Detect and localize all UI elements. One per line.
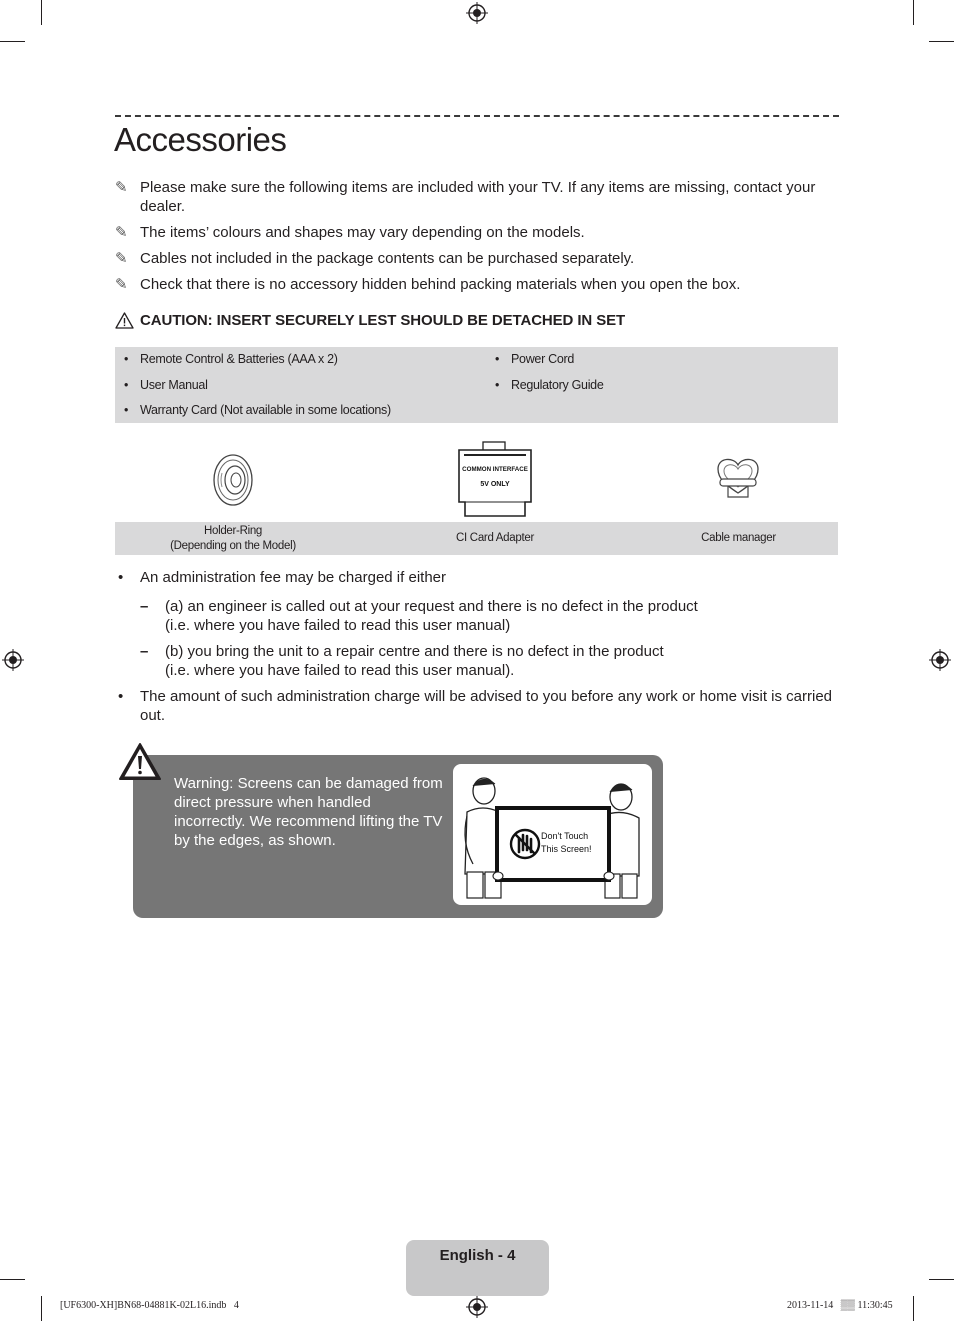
note-text: Please make sure the following items are included with your TV. If any items are missing, contact your dealer.	[140, 179, 816, 215]
caution-text: CAUTION: INSERT SECURELY LEST SHOULD BE DETACHED IN SET	[140, 312, 626, 329]
section-divider	[115, 115, 839, 117]
caption-holder-ring: Holder-Ring (Depending on the Model)	[170, 524, 296, 552]
fee-case-line: (b) you bring the unit to a repair centre and there is no defect in the product	[165, 643, 664, 660]
sign-text-line2: This Screen!	[541, 844, 592, 854]
holder-ring-icon	[212, 453, 254, 507]
ci-adapter-text-1: COMMON INTERFACE	[462, 466, 528, 473]
accessory-caption-bar	[115, 522, 838, 555]
ci-adapter-text-2: 5V ONLY	[480, 481, 510, 488]
fee-case-line: (i.e. where you have failed to read this user manual).	[165, 662, 515, 679]
fee-case: – (b) you bring the unit to a repair centre and there is no defect in the product (i.e. where you have failed to read this user manual).	[115, 642, 835, 680]
caption-ci-card-adapter: CI Card Adapter	[456, 532, 534, 544]
fee-closing: • The amount of such administration charge will be advised to you before any work or home visit is carried out.	[115, 687, 835, 725]
crop-mark	[929, 41, 954, 42]
note-text: The items’ colours and shapes may vary depending on the models.	[140, 224, 585, 241]
fee-intro: • An administration fee may be charged if either	[115, 568, 835, 587]
people-lifting-tv-icon	[453, 764, 652, 905]
crop-mark	[929, 1279, 954, 1280]
pencil-note-icon: ✎	[115, 250, 128, 267]
fee-case-line: (i.e. where you have failed to read this user manual)	[165, 617, 511, 634]
crop-mark	[41, 1296, 42, 1321]
note-item	[115, 178, 845, 216]
pencil-note-icon: ✎	[115, 179, 128, 196]
page-title: Accessories	[114, 121, 287, 158]
fee-case-line: (a) an engineer is called out at your request and there is no defect in the product	[165, 598, 698, 615]
accessory-item: • Remote Control & Batteries (AAA x 2)	[140, 352, 338, 366]
registration-mark-icon	[929, 649, 951, 671]
accessory-item: • Power Cord	[511, 352, 574, 366]
accessories-list	[115, 347, 838, 423]
crop-mark	[0, 41, 25, 42]
pencil-note-icon: ✎	[115, 276, 128, 293]
note-item	[115, 223, 845, 242]
crop-mark	[0, 1279, 25, 1280]
ci-card-adapter-icon	[455, 440, 535, 518]
cable-manager-icon	[714, 455, 762, 501]
accessory-item: • User Manual	[140, 378, 208, 392]
file-name: [UF6300-XH]BN68-04881K-02L16.indb 4	[60, 1300, 239, 1311]
caution-triangle-icon	[115, 312, 134, 329]
sign-text-line1: Don't Touch	[541, 831, 589, 841]
registration-mark-icon	[2, 649, 24, 671]
note-item	[115, 275, 845, 294]
note-text: Cables not included in the package contents can be purchased separately.	[140, 250, 635, 267]
registration-mark-icon	[466, 2, 488, 24]
pencil-note-icon: ✎	[115, 224, 128, 241]
accessory-item: • Regulatory Guide	[511, 378, 603, 392]
registration-mark-icon	[466, 1296, 488, 1318]
crop-mark	[41, 0, 42, 25]
warning-triangle-icon	[118, 742, 162, 782]
accessory-item: • Warranty Card (Not available in some locations)	[140, 403, 391, 417]
page-number: English - 4	[439, 1247, 516, 1264]
caution-line	[115, 312, 625, 329]
print-timestamp: 2013-11-14 ▒▒ 11:30:45	[787, 1300, 893, 1311]
crop-mark	[913, 1296, 914, 1321]
caption-cable-manager: Cable manager	[701, 532, 776, 544]
note-text: Check that there is no accessory hidden behind packing materials when you open the box.	[140, 276, 741, 293]
fee-case: – (a) an engineer is called out at your request and there is no defect in the product (i.e. where you have failed to read this user manual)	[115, 597, 835, 635]
note-item	[115, 249, 845, 268]
warning-text: Warning: Screens can be damaged from direct pressure when handled incorrectly. We recommend lifting the TV by the edges, as shown.	[174, 775, 443, 849]
notes-list	[115, 178, 845, 301]
crop-mark	[913, 0, 914, 25]
tv-lifting-illustration	[453, 764, 652, 905]
administration-fee-section	[115, 568, 835, 725]
